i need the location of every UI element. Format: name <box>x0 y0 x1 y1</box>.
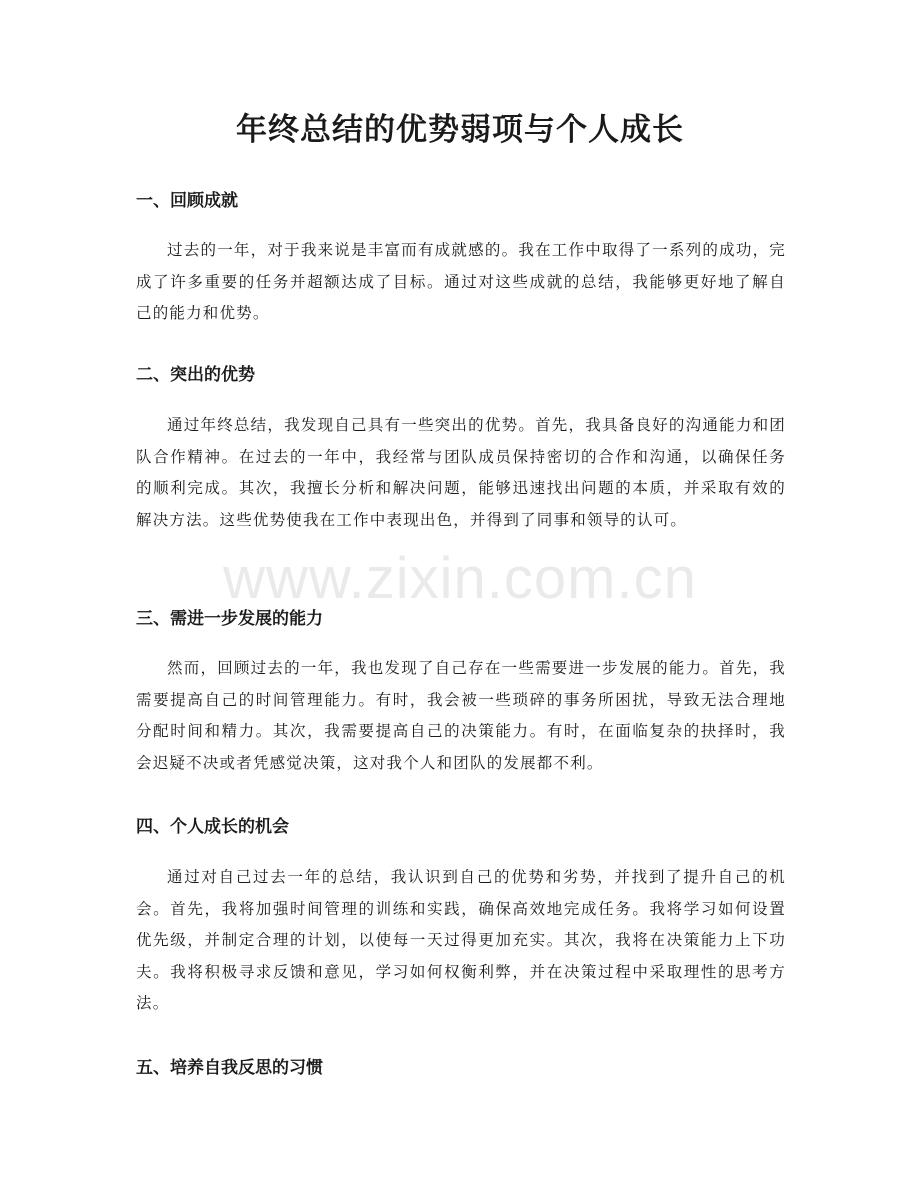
section-paragraph-4: 通过对自己过去一年的总结，我认识到自己的优势和劣势，并找到了提升自己的机会。首先，我将加强时间管理的训练和实践，确保高效地完成任务。我将学习如何设置优先级，并制定合理的计划，以使每一天过得更加充实。其次，我将在决策能力上下功夫。我将积极寻求反馈和意见，学习如何权衡利弊，并在决策过程中采取理性的思考方法。 <box>136 868 786 1012</box>
section-heading-4: 四、个人成长的机会 <box>136 817 289 837</box>
section-heading-1: 一、回顾成就 <box>136 191 238 211</box>
section-paragraph-2: 通过年终总结，我发现自己具有一些突出的优势。首先，我具备良好的沟通能力和团队合作精神。在过去的一年中，我经常与团队成员保持密切的合作和沟通，以确保任务的顺利完成。其次，我擅长分析和解决问题，能够迅速找出问题的本质，并采取有效的解决方法。这些优势使我在工作中表现出色，并得到了同事和领导的认可。 <box>136 416 786 529</box>
section-heading-3: 三、需进一步发展的能力 <box>136 609 323 629</box>
section-paragraph-3: 然而，回顾过去的一年，我也发现了自己存在一些需要进一步发展的能力。首先，我需要提高自己的时间管理能力。有时，我会被一些琐碎的事务所困扰，导致无法合理地分配时间和精力。其次，我需要提高自己的决策能力。有时，在面临复杂的抉择时，我会迟疑不决或者凭感觉决策，这对我个人和团队的发展都不利。 <box>136 659 786 772</box>
section-heading-2: 二、突出的优势 <box>136 365 255 385</box>
watermark-text: www.zixin.com.cn <box>223 546 697 611</box>
section-heading-5: 五、培养自我反思的习惯 <box>136 1058 323 1078</box>
document-title: 年终总结的优势弱项与个人成长 <box>236 112 684 148</box>
section-paragraph-1: 过去的一年，对于我来说是丰富而有成就感的。我在工作中取得了一系列的成功，完成了许多重要的任务并超额达成了目标。通过对这些成就的总结，我能够更好地了解自己的能力和优势。 <box>136 241 786 322</box>
